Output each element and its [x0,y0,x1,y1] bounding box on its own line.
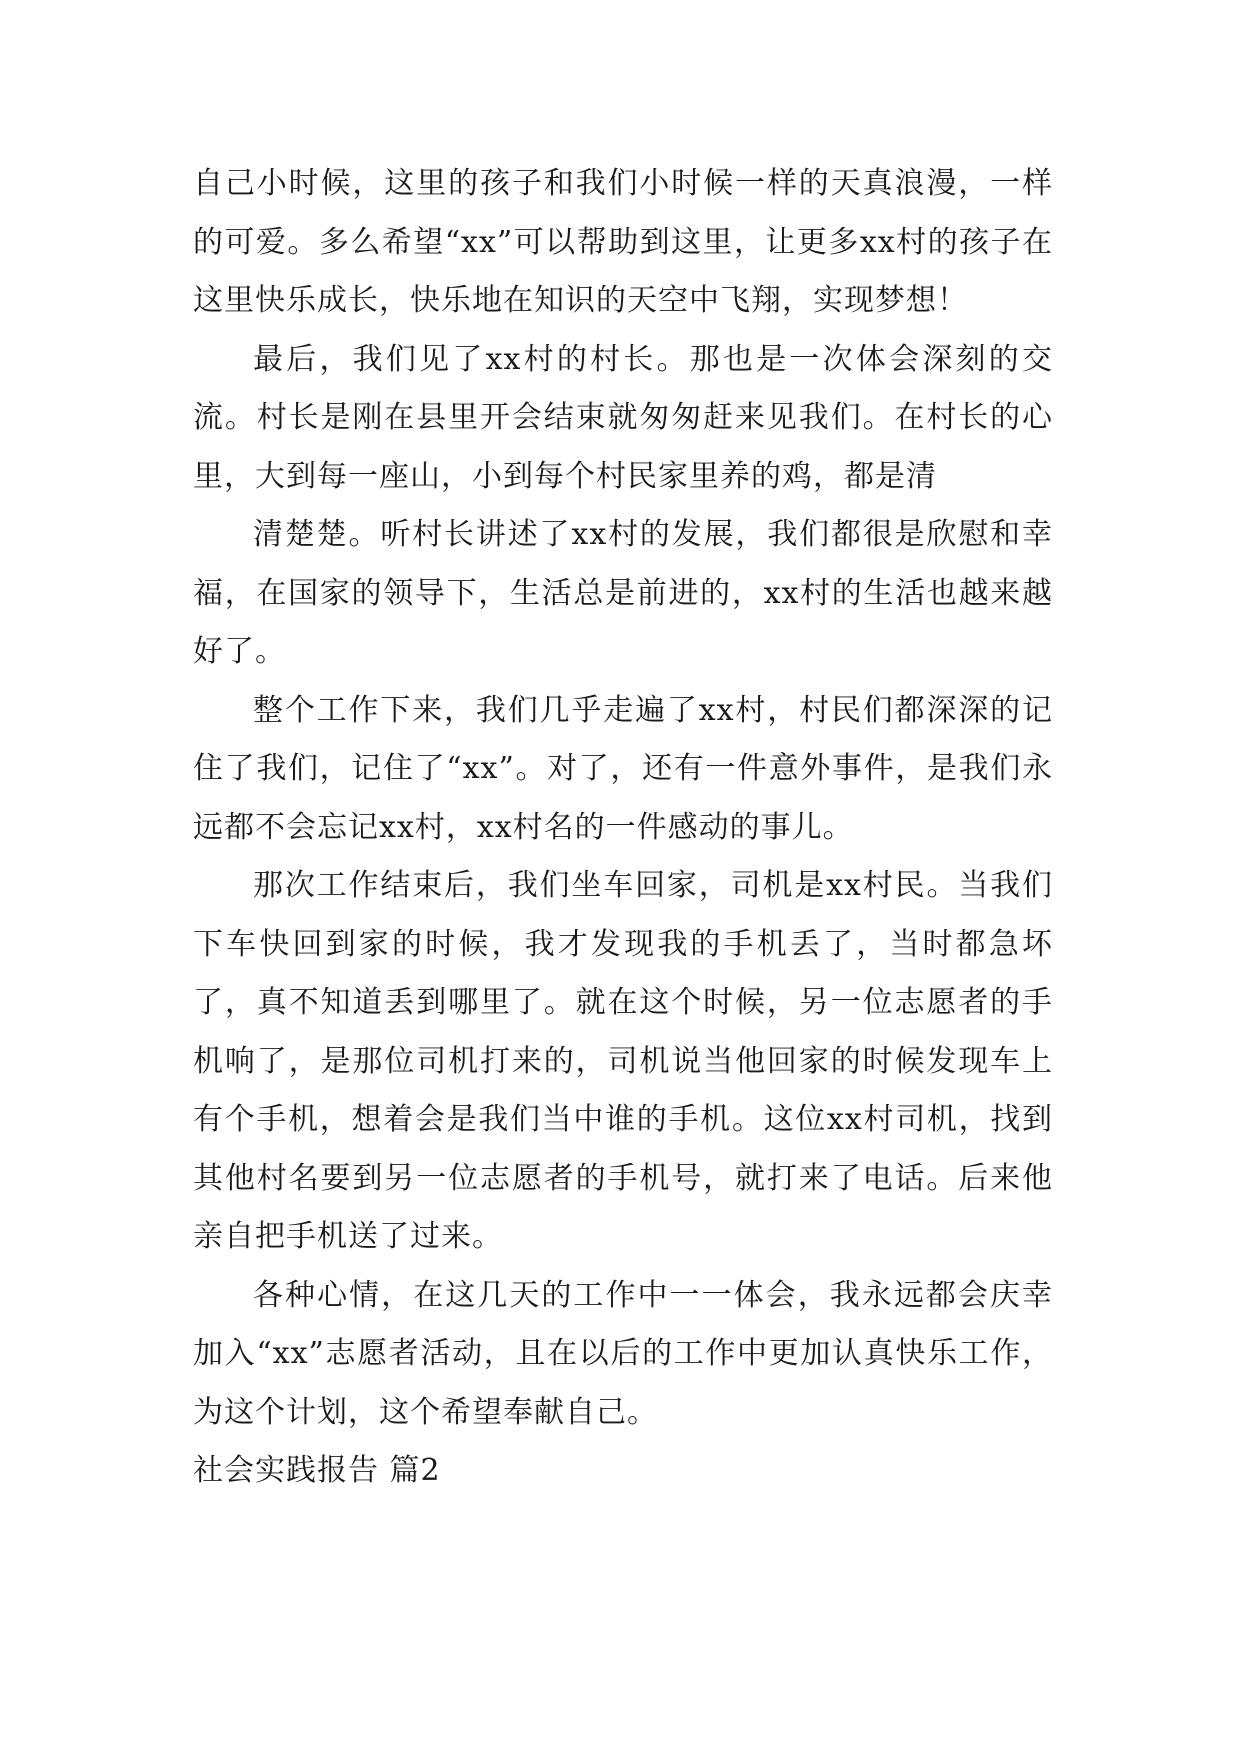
paragraph-4: 整个工作下来，我们几乎走遍了xx村，村民们都深深的记住了我们，记住了“xx”。对了，还有一件意外事件，是我们永远都不会忘记xx村，xx村名的一件感动的事儿。 [193,692,1053,845]
paragraph-6: 各种心情，在这几天的工作中一一体会，我永远都会庆幸加入“xx”志愿者活动，且在以后的工作中更加认真快乐工作，为这个计划，这个希望奉献自己。 [193,1277,1053,1430]
paragraph-3: 清楚楚。听村长讲述了xx村的发展，我们都很是欣慰和幸福，在国家的领导下，生活总是前进的，xx村的生活也越来越好了。 [193,517,1053,669]
paragraph-1: 自己小时候，这里的孩子和我们小时候一样的天真浪漫，一样的可爱。多么希望“xx”可以帮助到这里，让更多xx村的孩子在这里快乐成长，快乐地在知识的天空中飞翔，实现梦想！ [193,166,1053,318]
document-body [193,155,1053,1501]
paragraph-2: 最后，我们见了xx村的村长。那也是一次体会深刻的交流。村长是刚在县里开会结束就匆匆赶来见我们。在村长的心里，大到每一座山，小到每个村民家里养的鸡，都是清 [193,341,1053,494]
section-heading: 社会实践报告 篇2 [193,1453,441,1488]
paragraph-5: 那次工作结束后，我们坐车回家，司机是xx村民。当我们下车快回到家的时候，我才发现我的手机丢了，当时都急坏了，真不知道丢到哪里了。就在这个时候，另一位志愿者的手机响了，是那位司机打来的，司机说当他回家的时候发现车上有个手机，想着会是我们当中谁的手机。这位xx村司机，找到其他村名要到另一位志愿者的手机号，就打来了电话。后来他亲自把手机送了过来。 [193,868,1053,1254]
